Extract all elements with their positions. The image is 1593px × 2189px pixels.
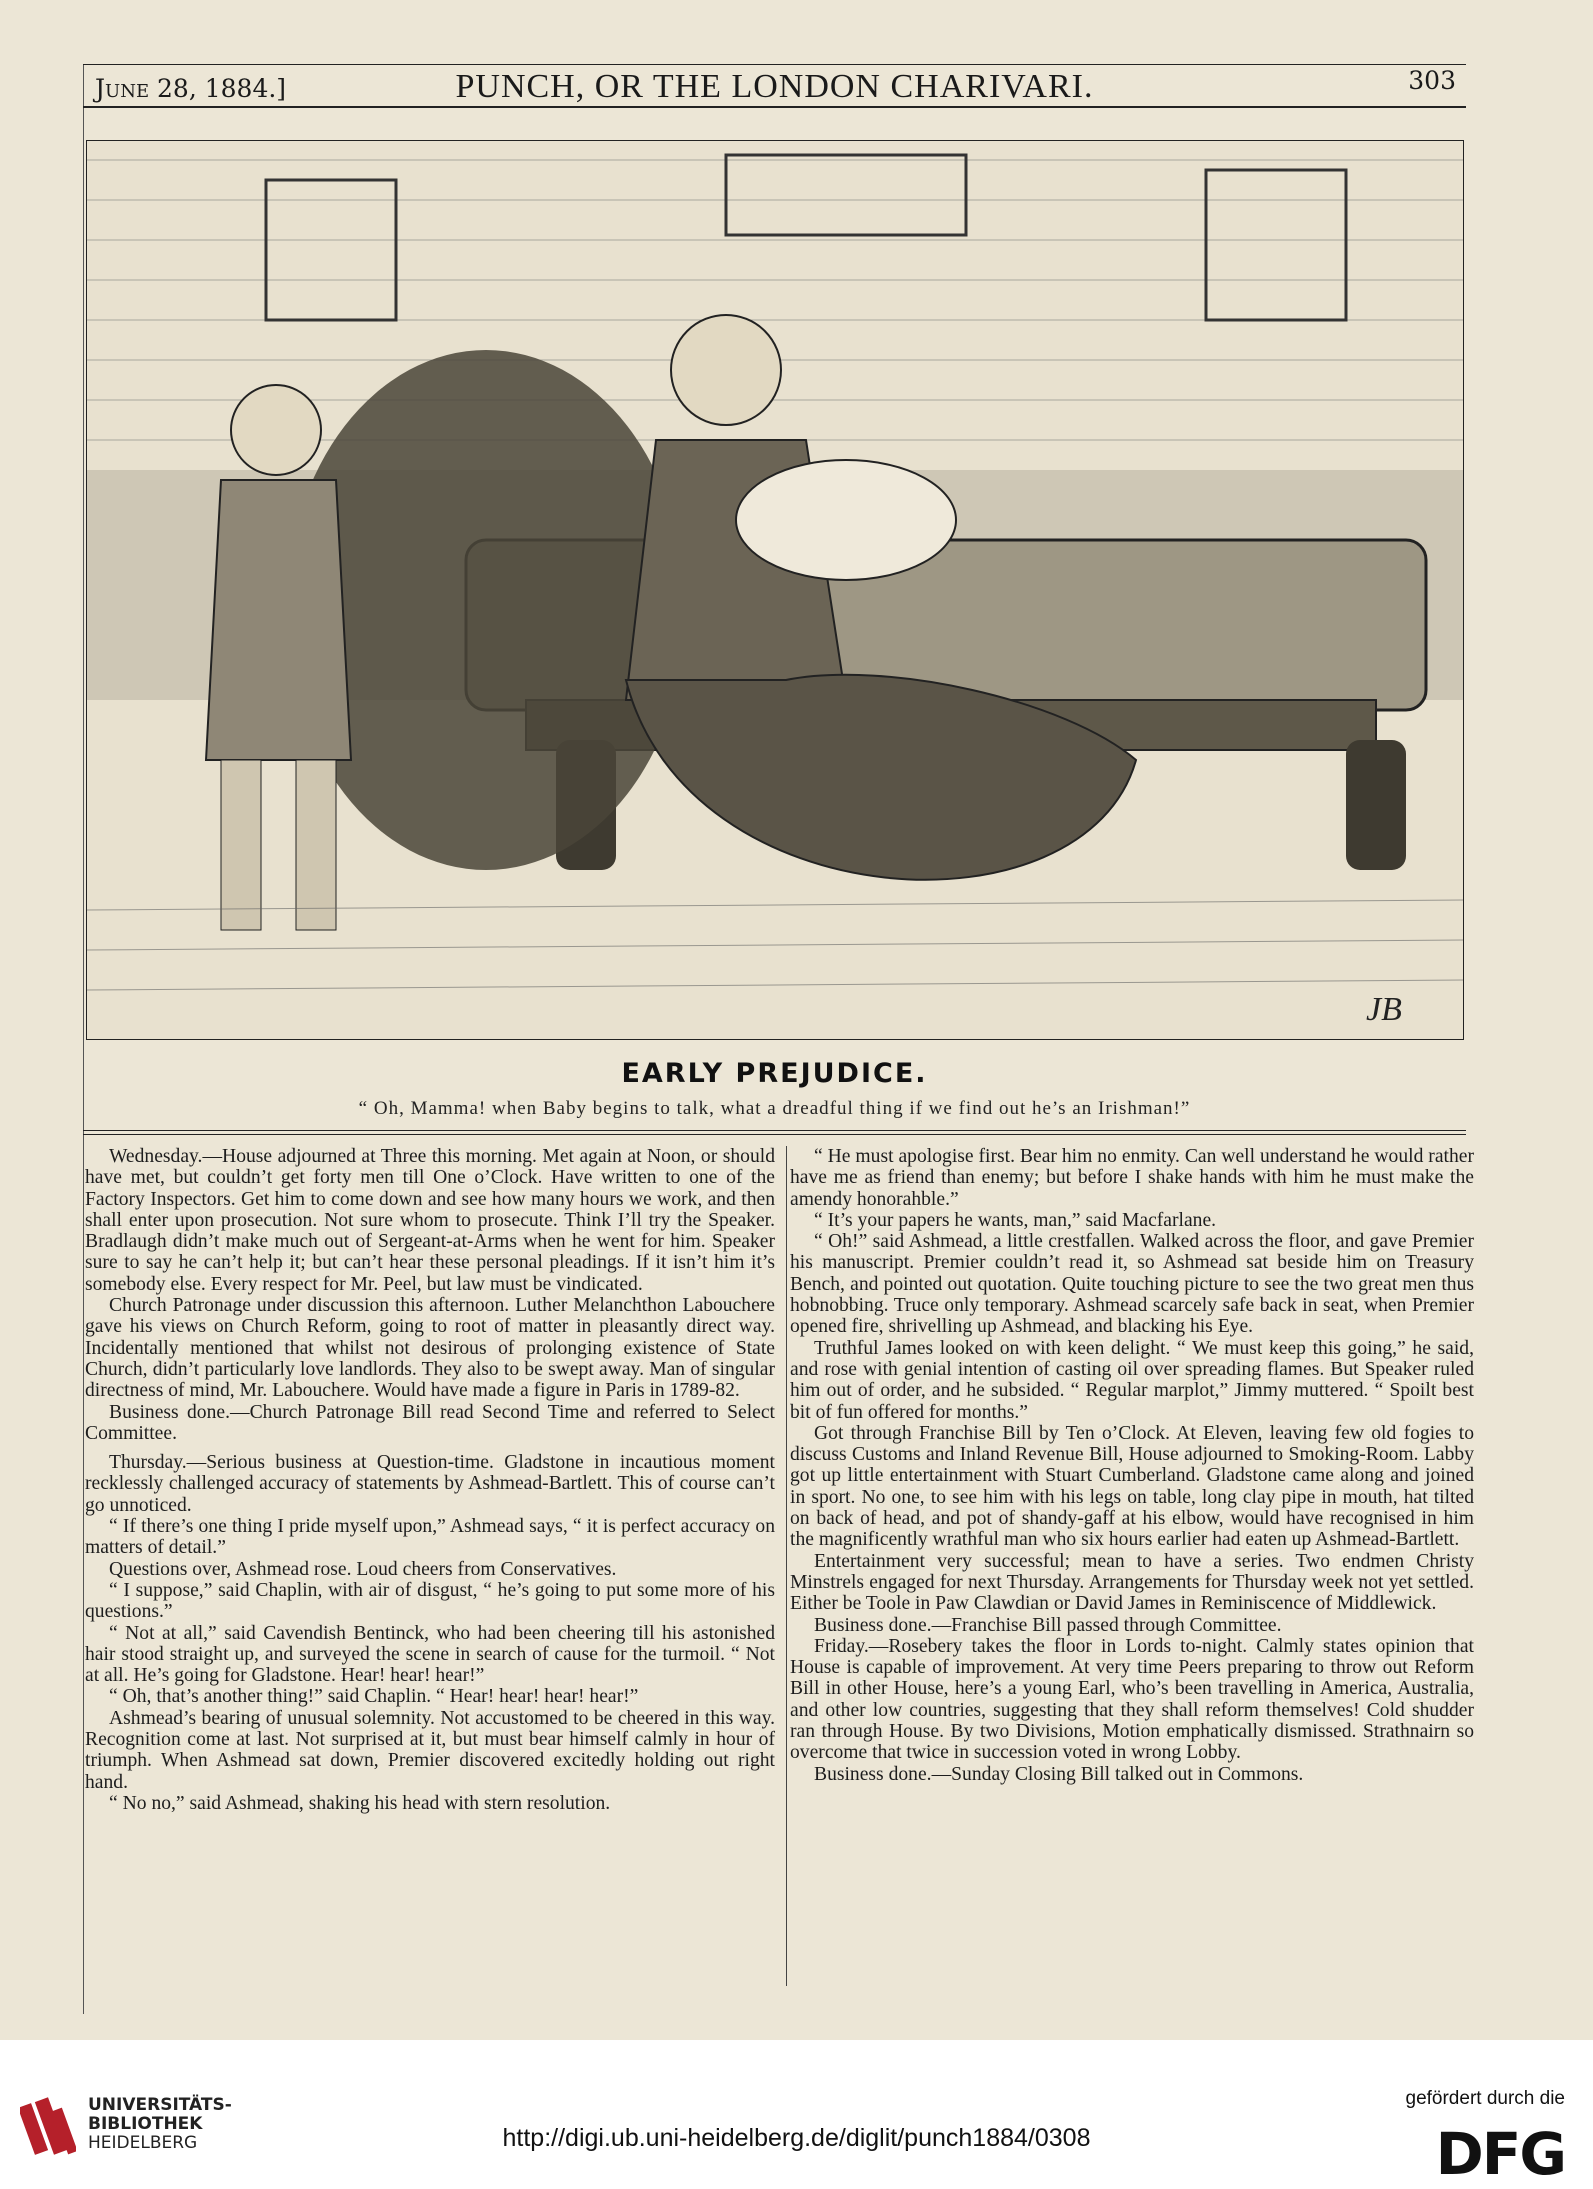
left-column: [85, 1146, 775, 1814]
paragraph: “ It’s your papers he wants, man,” said Macfarlane.: [814, 1209, 1217, 1231]
permalink[interactable]: http://digi.ub.uni-heidelberg.de/diglit/punch1884/0308: [502, 2124, 1091, 2152]
right-column: [790, 1146, 1474, 1785]
paragraph: “ Oh, that’s another thing!” said Chaplin. “ Hear! hear! hear! hear!”: [109, 1686, 639, 1708]
dfg-logo[interactable]: DFG: [1435, 2120, 1565, 2188]
caption-quote: “ Oh, Mamma! when Baby begins to talk, what a dreadful thing if we find out he’s an Irishman!”: [358, 1098, 1191, 1119]
paragraph: Friday.—Rosebery takes the floor in Lords to-night. Calmly states opinion that House is capable of improvement. At very time Peers preparing to throw out Reform Bill in other House, here’s a young Earl, who’s been travelling in America, Australia, and other low countries, suggesting that they shall reform themselves! Cold shudder ran through House. By two Divisions, Motion emphatically dismissed. Strathnairn so overcome that twice in succession voted in wrong Lobby.: [790, 1635, 1474, 1764]
paragraph: Business done.—Franchise Bill passed through Committee.: [814, 1614, 1282, 1636]
paragraph: Truthful James looked on with keen delight. “ We must keep this going,” he said, and rose with genial intention of casting oil over spreading flames. But Speaker ruled him out of order, and he subsided. “ Regular marplot,” Jimmy muttered. “ Spoilt best bit of fun offered for months.”: [790, 1337, 1474, 1423]
cartoon-illustration: [86, 140, 1464, 1040]
paragraph: Business done.—Sunday Closing Bill talked out in Commons.: [814, 1763, 1304, 1785]
paragraph: Got through Franchise Bill by Ten o’Clock. At Eleven, leaving few old fogies to discuss Customs and Inland Revenue Bill, House adjourned to Smoking-Room. Labby got up little entertainment with Stuart Cumberland. Gladstone came along and joined in sport. No one, to see him with his legs on table, long clay pipe in mouth, hat tilted on back of head, and pot of shandy-gaff at his elbow, would have recognised in him the magnificently wrathful man who six hours earlier had eaten up Ashmead-Bartlett.: [790, 1422, 1474, 1551]
paragraph: Business done.—Church Patronage Bill read Second Time and referred to Select Committee.: [85, 1401, 775, 1444]
paragraph: “ Oh!” said Ashmead, a little crestfallen. Walked across the floor, and gave Premier his manuscript. Premier couldn’t read it, so Ashmead sat beside him on Treasury Bench, and pointed out quotation. Quite touching picture to see the two great men thus hobnobbing. Truce only temporary. Ashmead scarcely safe back in seat, when Premier opened fire, shrivelling up Ashmead, and blacking his Eye.: [790, 1231, 1474, 1338]
institution-line: HEIDELBERG: [88, 2133, 198, 2153]
page-number: 303: [1408, 66, 1456, 95]
artist-signature: JB: [1366, 991, 1402, 1028]
paragraph: Church Patronage under discussion this afternoon. Luther Melanchthon Labouchere gave his views on Church Reform, going to root of matter in pleasantly direct way. Incidentally mentioned that whilst not desirous of prolonging existence of State Church, didn’t particularly love landlords. They also to be swept away. Man of singular directness of mind, Mr. Labouchere. Would have made a figure in Paris in 1789-82.: [85, 1295, 775, 1402]
page-header: [83, 66, 1466, 106]
paragraph: “ I suppose,” said Chaplin, with air of disgust, “ he’s going to put some more of his questions.”: [85, 1579, 775, 1623]
header-title: PUNCH, OR THE LONDON CHARIVARI.: [455, 68, 1094, 105]
caption-rule: [83, 1130, 1466, 1131]
paragraph: “ If there’s one thing I pride myself upon,” Ashmead says, “ it is perfect accuracy on matters of detail.”: [85, 1516, 775, 1559]
paragraph: Thursday.—Serious business at Question-time. Gladstone in incautious moment recklessly challenged accuracy of statements by Ashmead-Bartlett. This of course can’t go unnoticed.: [85, 1452, 775, 1516]
paragraph: Entertainment very successful; mean to have a series. Two endmen Christy Minstrels engaged for next Thursday. Arrangements for Thursday week not yet settled. Either be Toole in Paw Clawdian or David James in Reminiscence of Middlewick.: [790, 1550, 1474, 1615]
funding-note: gefördert durch die: [1405, 2088, 1565, 2109]
paragraph: Questions over, Ashmead rose. Loud cheers from Conservatives.: [109, 1558, 617, 1580]
top-rule: [83, 64, 1466, 65]
paragraph: Wednesday.—House adjourned at Three this morning. Met again at Noon, or should have met, but couldn’t get forty men till One o’Clock. Have written to one of the Factory Inspectors. Get him to come down and see how many hours we work, and then shall enter upon prosecution. Not sure whom to prosecute. Think I’ll try the Speaker. Bradlaugh didn’t make much out of Sergeant-at-Arms when he went for him. Speaker sure to say he can’t help it; but can’t hear these personal pleadings. If it isn’t him it’s somebody else. Every respect for Mr. Peel, but law must be vindicated.: [85, 1146, 775, 1295]
institution-line: UNIVERSITÄTS-: [88, 2095, 232, 2115]
institution-line: BIBLIOTHEK: [88, 2114, 203, 2134]
paragraph: Ashmead’s bearing of unusual solemnity. Not accustomed to be cheered in this way. Recognition come at last. Not surprised at it, but must bear himself calmly in hour of triumph. When Ashmead sat down, Premier discovered excitedly holding out right hand.: [85, 1707, 775, 1793]
header-rule: [83, 106, 1466, 108]
header-date: June 28, 1884.]: [95, 74, 287, 103]
left-margin-rule: [83, 64, 84, 2014]
column-divider: [786, 1146, 787, 1986]
viewer-footer: [0, 2040, 1593, 2189]
caption-title: EARLY PREJUDICE.: [621, 1058, 928, 1089]
paragraph: “ Not at all,” said Cavendish Bentinck, who had been cheering till his astonished hair stood straight up, and surveyed the scene in search of cause for the turmoil. “ Not at all. He’s going for Gladstone. Hear! hear! hear!”: [85, 1622, 775, 1687]
paragraph: “ No no,” said Ashmead, shaking his head with stern resolution.: [109, 1792, 611, 1814]
paragraph: “ He must apologise first. Bear him no enmity. Can well understand he would rather have me as friend than enemy; but before I shake hands with him he must make the amendy honorahble.”: [790, 1146, 1474, 1210]
caption-rule-2: [83, 1134, 1466, 1135]
